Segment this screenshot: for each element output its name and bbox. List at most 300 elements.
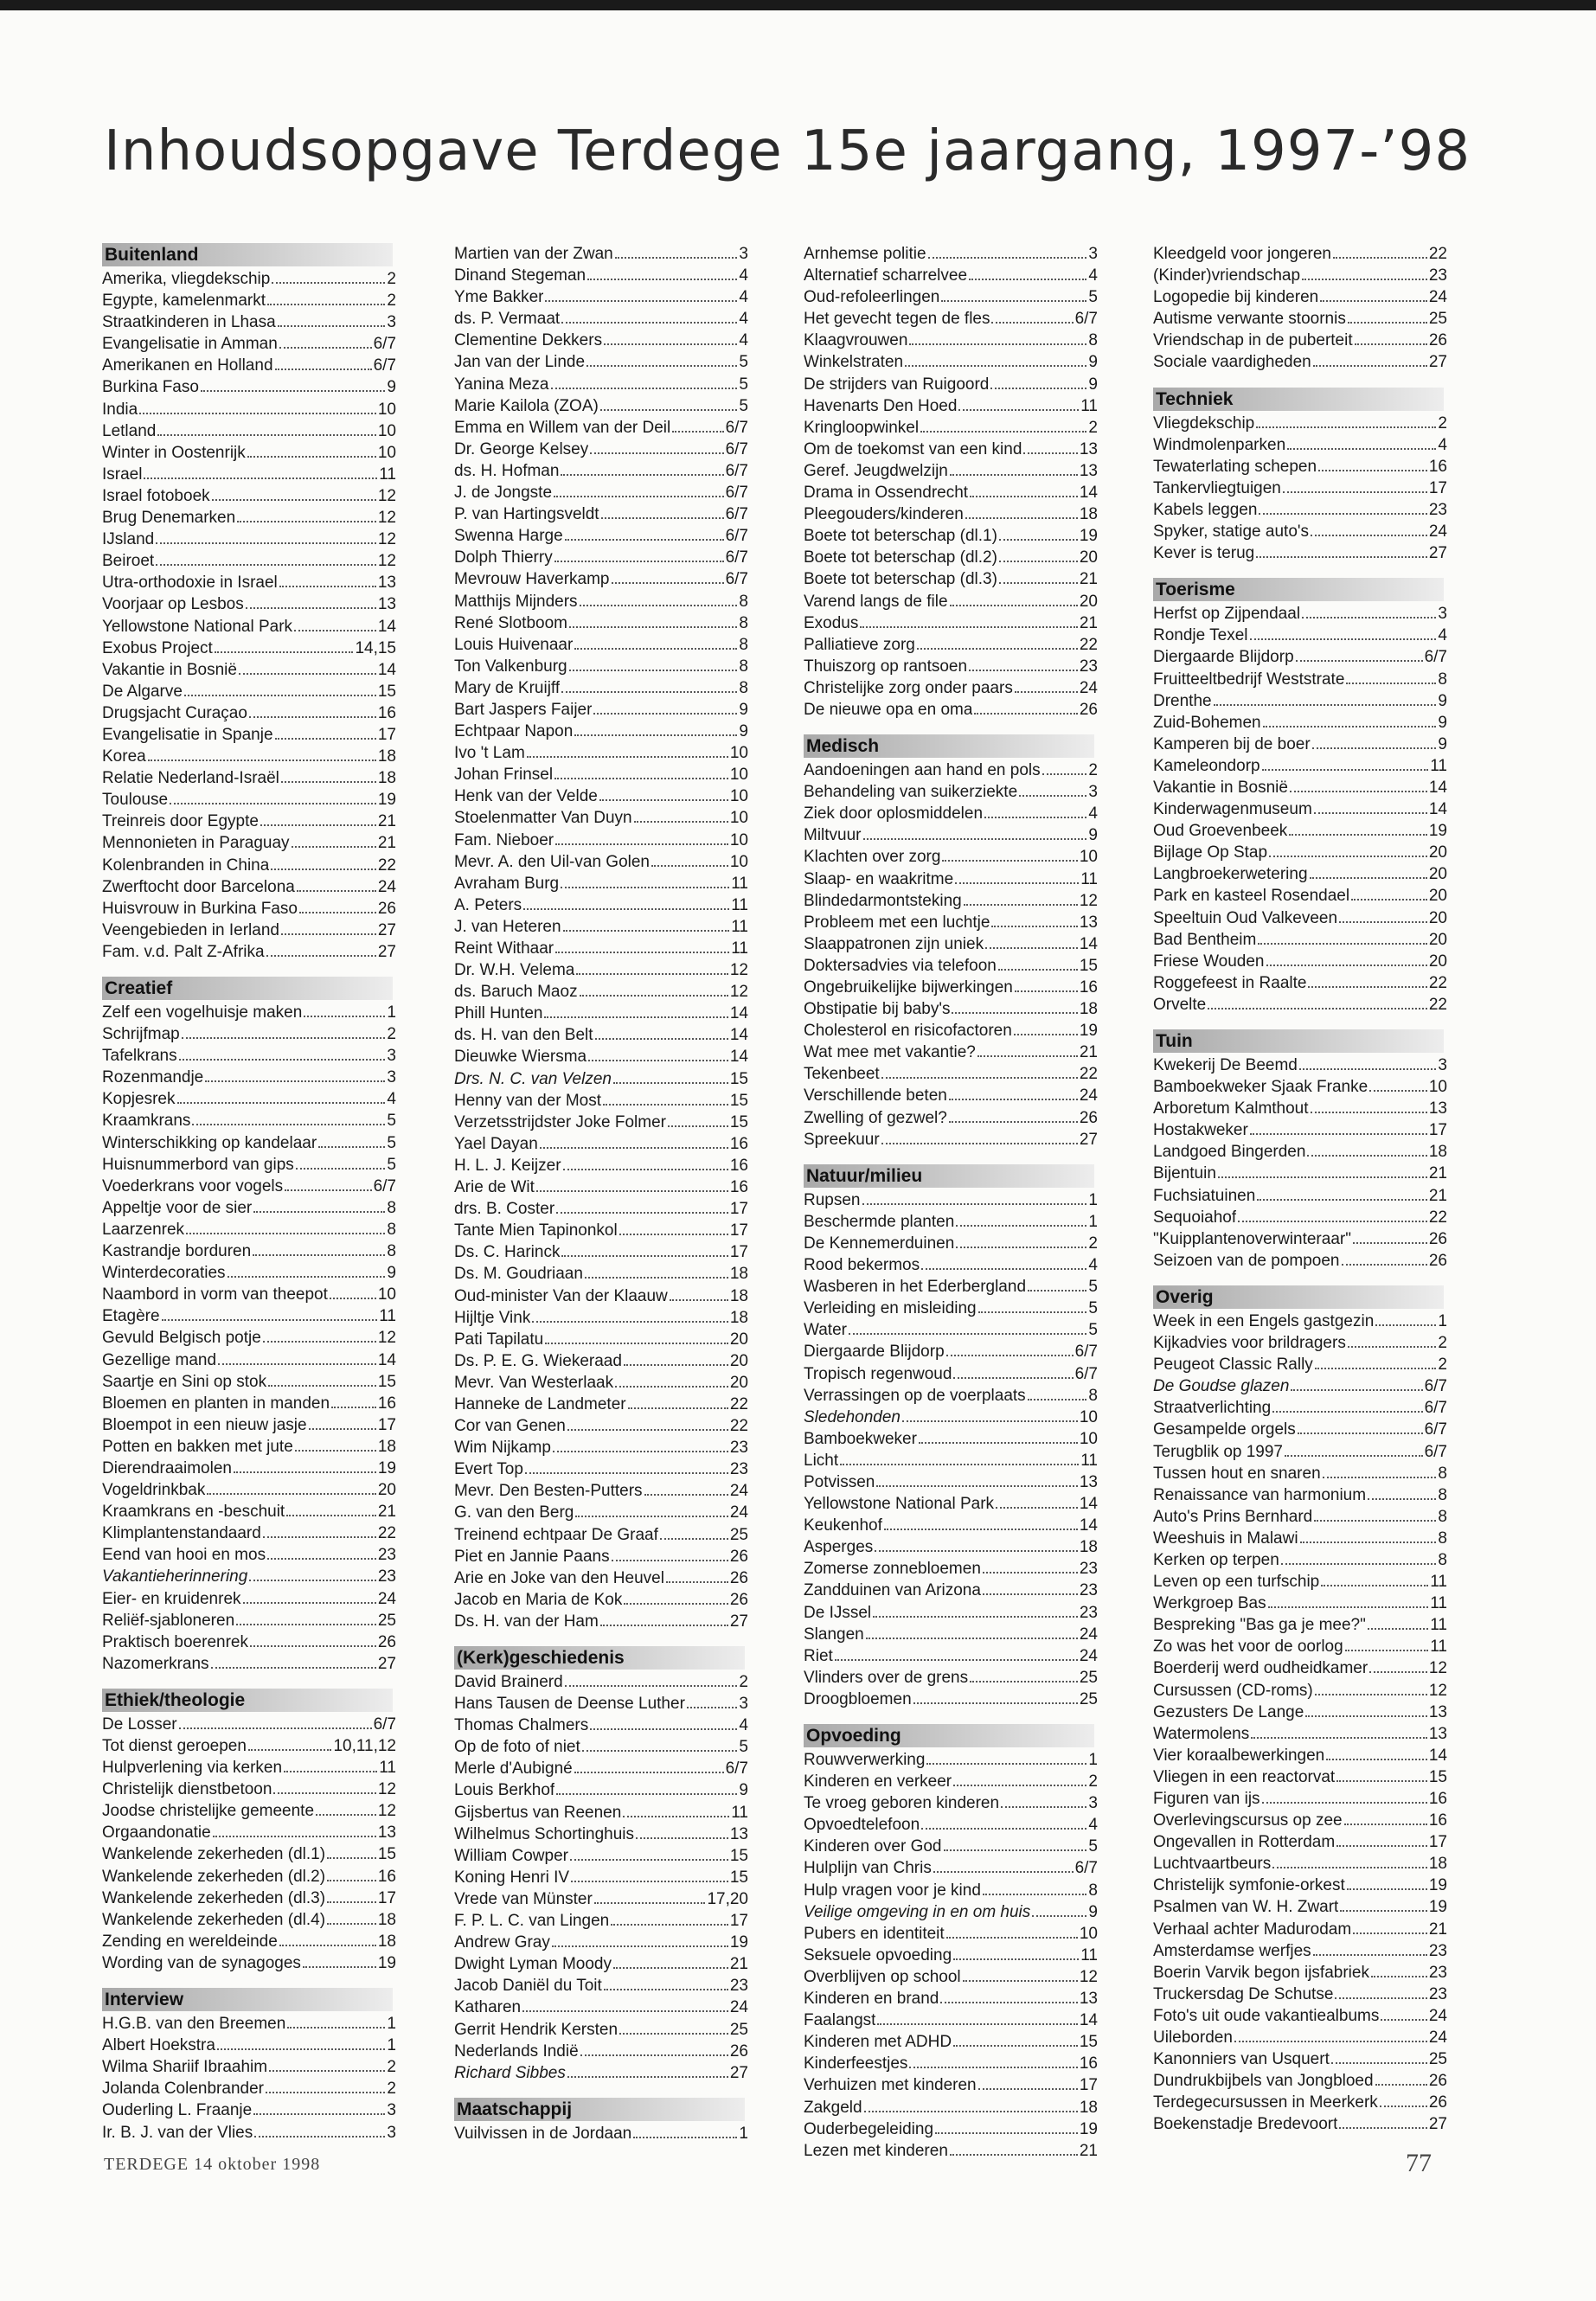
toc-column-4 [1153,243,1447,2150]
dot-leader [570,1856,728,1861]
toc-entry [804,612,1098,634]
entry-title: Bijentuin [1153,1164,1216,1183]
toc-entry [102,659,396,681]
entry-title: Friese Wouden [1153,952,1265,971]
entry-page: 16 [729,1156,748,1175]
toc-entry [102,1349,396,1371]
entry-title: Bamboekweker Sjaak Franke [1153,1078,1368,1097]
toc-entry [454,591,748,612]
dot-leader [247,452,376,458]
entry-title: Keukenhof [804,1516,882,1535]
entry-page: 24 [1428,2029,1447,2048]
entry-page: 23 [1079,657,1098,676]
toc-entry [804,1341,1098,1362]
toc-entry [454,742,748,764]
entry-page: 11 [379,1307,396,1326]
dot-leader [554,774,728,779]
toc-entry [1153,994,1447,1016]
entry-page: 6/7 [1424,1377,1447,1396]
toc-entry [454,243,748,265]
dot-leader [1257,1195,1427,1201]
entry-page: 8 [1438,1550,1447,1569]
dot-leader [978,1308,1087,1313]
toc-entry [1153,1702,1447,1723]
entry-title: Palliatieve zorg [804,635,915,654]
entry-title: Henny van der Most [454,1091,602,1110]
dot-leader [556,1208,728,1214]
toc-entry [1153,712,1447,734]
entry-title: Treinreis door Egypte [102,812,259,831]
dot-leader [613,1079,728,1084]
entry-title: Echtpaar Napon [454,722,574,741]
dot-leader [327,1854,376,1859]
toc-entry [1153,885,1447,907]
entry-page: 14 [729,1048,748,1067]
entry-title: Rozenmandje [102,1068,204,1087]
entry-title: Winkelstraten [804,353,904,372]
entry-title: Letland [102,421,157,440]
entry-page: 26 [1428,2093,1447,2112]
toc-entry [1153,2092,1447,2113]
entry-title: Klaagvrouwen [804,331,908,350]
dot-leader [1375,2080,1427,2086]
entry-page: 18 [1428,1143,1447,1162]
entry-title: Potten en bakken met jute [102,1437,293,1456]
entry-title: Hostakweker [1153,1121,1248,1140]
toc-entry [454,1845,748,1867]
entry-title: Zending en wereldeinde [102,1932,278,1951]
toc-entry [454,1910,748,1932]
dot-leader [996,1503,1078,1509]
dot-leader [615,1382,728,1388]
toc-entry [1153,1636,1447,1657]
toc-entry [102,2013,396,2035]
entry-page: 11 [1430,1594,1447,1613]
entry-page: 6/7 [1074,1343,1098,1362]
entry-title: Amsterdamse werfjes [1153,1941,1311,1960]
dot-leader [1371,1972,1427,1977]
entry-page: 10 [1079,1924,1098,1943]
entry-title: Wilma Shariif Ibraahim [102,2058,268,2077]
dot-leader [1314,1516,1436,1522]
entry-title: Obstipatie bij baby's [804,1000,951,1019]
dot-leader [624,1599,728,1605]
dot-leader [881,1139,1078,1144]
entry-page: 22 [377,1524,396,1543]
toc-entry [102,2099,396,2121]
entry-page: 6/7 [725,570,748,589]
entry-title: Albert Hoekstra [102,2036,215,2055]
entry-page: 21 [1079,570,1098,589]
entry-title: Kanonniers van Usquert [1153,2050,1330,2069]
entry-title: Ouderling L. Fraanje [102,2101,253,2120]
dot-leader [601,514,724,519]
entry-page: 26 [1428,1229,1447,1248]
entry-title: Alternatief scharrelvee [804,266,968,285]
dot-leader [253,1208,385,1213]
toc-entry [102,1843,396,1865]
toc-entry [804,2053,1098,2074]
toc-entry [454,1802,748,1823]
dot-leader [574,731,737,736]
entry-title: Avraham Burg [454,874,560,893]
toc-entry [1153,1163,1447,1184]
entry-page: 21 [377,812,396,831]
toc-section [1153,388,1447,565]
entry-title: Terdegecursussen in Meerkerk [1153,2093,1378,2112]
entry-title: Figuren van ijs [1153,1790,1260,1808]
dot-leader [1381,2016,1427,2021]
entry-title: Burkina Faso [102,378,199,397]
entry-page: 8 [1088,1881,1098,1900]
entry-page: 22 [729,1417,748,1436]
entry-title: Christelijke zorg onder paars [804,678,1013,697]
dot-leader [522,2007,728,2012]
toc-entry [804,2097,1098,2118]
toc-entry [804,1363,1098,1385]
dot-leader [1019,792,1086,797]
entry-title: Oud Groevenbeek [1153,822,1288,841]
entry-page: 25 [377,1611,396,1630]
entry-page: 26 [377,1632,396,1651]
toc-entry [454,1524,748,1546]
entry-page: 2 [387,270,396,288]
toc-entry [454,1758,748,1779]
toc-column-2 [454,243,748,2158]
dot-leader [999,557,1078,562]
dot-leader [1342,1260,1427,1266]
entry-title: Kraamkrans [102,1112,191,1131]
entry-title: Kinderen met ADHD [804,2033,952,2052]
entry-title: Kerken op terpen [1153,1550,1279,1569]
dot-leader [623,1812,729,1817]
entry-title: Saartje en Sini op stok [102,1372,267,1391]
toc-entry [454,330,748,351]
entry-title: Thomas Chalmers [454,1716,589,1735]
dot-leader [184,691,376,696]
toc-entry [804,656,1098,677]
entry-title: Bloempot in een nieuw jasje [102,1415,307,1434]
toc-entry [1153,690,1447,712]
dot-leader [1307,1151,1426,1157]
entry-title: Overblijven op school [804,1967,961,1986]
dot-leader [545,297,737,302]
entry-title: Marie Kailola (ZOA) [454,396,599,415]
entry-page: 21 [729,1955,748,1974]
entry-title: Yanina Meza [454,375,549,394]
dot-leader [552,1942,728,1947]
entry-title: Yellowstone National Park [804,1495,995,1514]
entry-page: 14 [1079,1495,1098,1514]
dot-leader [331,1403,376,1408]
dot-leader [201,387,385,392]
dot-leader [600,1621,728,1626]
entry-page: 6/7 [373,1176,396,1195]
entry-page: 21 [1079,1043,1098,1062]
entry-page: 17 [729,1200,748,1219]
entry-page: 6/7 [1074,1859,1098,1878]
dot-leader [983,1590,1078,1595]
dot-leader [285,1186,371,1191]
toc-entry [1153,1054,1447,1076]
entry-page: 4 [739,331,748,350]
entry-page: 11 [1080,1945,1098,1965]
entry-page: 17 [729,1912,748,1931]
toc-entry [102,1045,396,1067]
dot-leader [611,1920,728,1926]
entry-title: Gesampelde orgels [1153,1420,1296,1439]
dot-leader [260,821,376,826]
entry-page: 13 [1079,1472,1098,1491]
entry-page: 8 [387,1198,396,1217]
dot-leader [909,340,1086,345]
entry-title: Relatie Nederland-Israël [102,769,279,788]
entry-title: Tropisch regenwoud [804,1364,952,1383]
entry-title: Om de toekomst van een kind [804,439,1022,458]
toc-entry [804,1129,1098,1150]
entry-title: Kraamkrans en -beschuit [102,1503,285,1522]
toc-entry [804,1063,1098,1085]
entry-page: 6/7 [1424,1420,1447,1439]
entry-page: 14 [1428,778,1447,797]
toc-entry [1153,542,1447,564]
dot-leader [250,1642,376,1647]
toc-entry [804,824,1098,846]
entry-page: 11 [1080,396,1098,415]
entry-title: Rouwverwerking [804,1751,926,1769]
entry-title: Schrijfmap [102,1025,180,1044]
toc-entry [454,1997,748,2018]
entry-title: Ds. H. van der Ham [454,1612,599,1631]
toc-entry [102,767,396,789]
dot-leader [296,1164,386,1170]
toc-entry [1153,1375,1447,1397]
entry-page: 25 [729,1525,748,1544]
entry-page: 6/7 [373,335,396,354]
entry-title: David Brainerd [454,1673,563,1691]
entry-page: 4 [1438,435,1447,454]
toc-entry [1153,863,1447,885]
toc-entry [1153,1984,1447,2005]
entry-page: 19 [1079,2119,1098,2138]
entry-page: 19 [377,1953,396,1972]
entry-page: 11 [1430,756,1447,775]
toc-section [804,734,1098,1150]
entry-page: 10 [729,744,748,763]
dot-leader [864,2107,1078,2112]
dot-leader [186,1229,385,1234]
entry-page: 12 [377,552,396,571]
entry-page: 25 [1079,1668,1098,1687]
entry-title: Verhuizen met kinderen [804,2076,977,2095]
toc-entry [804,374,1098,395]
toc-entry [1153,1207,1447,1228]
entry-page: 8 [1438,670,1447,689]
section-header: Overig [1153,1285,1444,1309]
entry-title: Zwelling of gezwel? [804,1108,947,1127]
entry-page: 23 [1079,1603,1098,1622]
entry-title: Gezusters De Lange [1153,1702,1304,1721]
entry-title: Renaissance van harmonium [1153,1485,1367,1504]
dot-leader [1335,1994,1426,1999]
dot-leader [926,1759,1086,1765]
entry-title: P. van Hartingsveldt [454,505,599,524]
toc-entry [1153,1657,1447,1679]
entry-page: 3 [739,1695,748,1714]
entry-title: Drugsjacht Curaçao [102,703,247,722]
entry-title: Spyker, statige auto's [1153,522,1310,542]
entry-page: 17 [1428,478,1447,497]
entry-title: Slangen [804,1625,864,1644]
entry-title: Naambord in vorm van theepot [102,1285,328,1304]
entry-title: Zuid-Bohemen [1153,713,1261,732]
dot-leader [1346,679,1436,684]
entry-title: Christelijk dienstbetoon [102,1780,272,1799]
entry-title: Hulpverlening via kerken [102,1759,283,1778]
entry-page: 1 [1438,1311,1447,1330]
entry-title: Vliegen in een reactorvat [1153,1767,1336,1786]
dot-leader [1302,275,1427,280]
dot-leader [295,1446,376,1452]
entry-title: Stoelenmatter Van Duyn [454,809,632,828]
dot-leader [279,582,376,587]
entry-page: 2 [1088,418,1098,437]
entry-page: 13 [1079,1990,1098,2009]
entry-page: 4 [1088,266,1098,285]
toc-entry [804,977,1098,998]
dot-leader [278,322,386,327]
dot-leader [248,1746,332,1751]
entry-page: 6/7 [373,356,396,375]
entry-title: Huisvrouw in Burkina Faso [102,899,298,918]
dot-leader [318,1143,385,1148]
entry-title: Verleiding en misleiding [804,1299,977,1318]
entry-page: 1 [387,2015,396,2034]
toc-entry [102,1154,396,1176]
toc-entry [804,868,1098,890]
entry-title: Voorjaar op Lesbos [102,595,244,614]
dot-leader [612,579,724,584]
entry-page: 9 [1088,1902,1098,1921]
toc-section [102,977,396,1675]
dot-leader [192,1120,385,1125]
entry-page: 6/7 [1074,310,1098,329]
entry-page: 5 [1088,288,1098,307]
toc-entry [102,1566,396,1587]
entry-title: Roggefeest in Raalte [1153,973,1307,992]
entry-title: Beschermde planten [804,1212,955,1231]
dot-leader [1272,1407,1422,1413]
entry-title: Piet en Jannie Paans [454,1547,610,1566]
entry-page: 6/7 [725,548,748,567]
dot-leader [565,535,724,541]
toc-entry [454,525,748,547]
entry-page: 15 [377,1845,396,1864]
entry-page: 13 [1079,461,1098,480]
dot-leader [268,1381,376,1387]
entry-title: Leven op een turfschip [1153,1573,1320,1592]
dot-leader [561,471,723,476]
entry-page: 11 [731,874,748,893]
dot-leader [1250,635,1437,640]
entry-page: 9 [387,378,396,397]
entry-title: Cursussen (CD-roms) [1153,1681,1313,1700]
toc-entry [454,916,748,938]
toc-entry [1153,625,1447,646]
dot-leader [561,1252,727,1257]
toc-entry [102,1631,396,1653]
entry-page: 20 [1079,592,1098,611]
entry-title: Slaap- en waakritme [804,869,954,888]
entry-page: 3 [1088,1794,1098,1813]
entry-page: 16 [1428,1811,1447,1830]
entry-page: 4 [739,310,748,329]
entry-page: 4 [387,1090,396,1109]
entry-page: 8 [739,678,748,697]
entry-title: Auto's Prins Bernhard [1153,1507,1313,1526]
entry-title: Jacob Daniël du Toit [454,1977,602,1996]
dot-leader [1318,466,1427,471]
toc-entry [102,333,396,355]
entry-page: 23 [1079,1560,1098,1579]
entry-title: Peugeot Classic Rally [1153,1356,1313,1375]
toc-entry [804,1276,1098,1298]
dot-leader [239,670,376,675]
toc-entry [454,1285,748,1307]
entry-page: 16 [729,1178,748,1197]
toc-entry [1153,1484,1447,1506]
entry-title: Opvoedtelefoon [804,1816,920,1835]
entry-page: 22 [377,856,396,875]
toc-entry [102,681,396,702]
toc-entry [102,1757,396,1779]
entry-title: Straatkinderen in Lhasa [102,313,276,332]
entry-title: Pati Tapilatu [454,1330,544,1349]
toc-entry [804,351,1098,373]
entry-page: 2 [387,2080,396,2099]
entry-page: 14 [1428,1746,1447,1765]
toc-entry [804,308,1098,330]
toc-entry [804,1233,1098,1254]
entry-title: Drs. N. C. van Velzen [454,1069,612,1088]
entry-page: 19 [1428,1876,1447,1895]
toc-entry [804,286,1098,308]
toc-section [1153,578,1447,1016]
toc-entry [804,933,1098,955]
entry-page: 6/7 [1424,1442,1447,1461]
entry-page: 21 [1079,2141,1098,2160]
dot-leader [574,1768,724,1773]
toc-entry [102,2035,396,2056]
entry-title: Lezen met kinderen [804,2141,948,2160]
toc-section [454,1646,748,2084]
dot-leader [243,1599,376,1604]
entry-page: 15 [729,1868,748,1887]
entry-page: 5 [1088,1837,1098,1856]
toc-entry [804,1107,1098,1129]
entry-title: Koning Henri IV [454,1868,570,1887]
entry-page: 24 [1079,1086,1098,1106]
toc-entry [804,2140,1098,2162]
entry-title: Evert Top [454,1460,523,1479]
entry-title: Fruitteeltbedrijf Weststrate [1153,670,1345,689]
toc-entry [454,1350,748,1372]
entry-title: Wankelende zekerheden (dl.3) [102,1888,326,1907]
entry-page: 26 [1428,1251,1447,1270]
entry-title: Mevr. Den Besten-Putters [454,1482,643,1501]
dot-leader [881,1074,1078,1079]
dot-leader [849,1330,1086,1335]
